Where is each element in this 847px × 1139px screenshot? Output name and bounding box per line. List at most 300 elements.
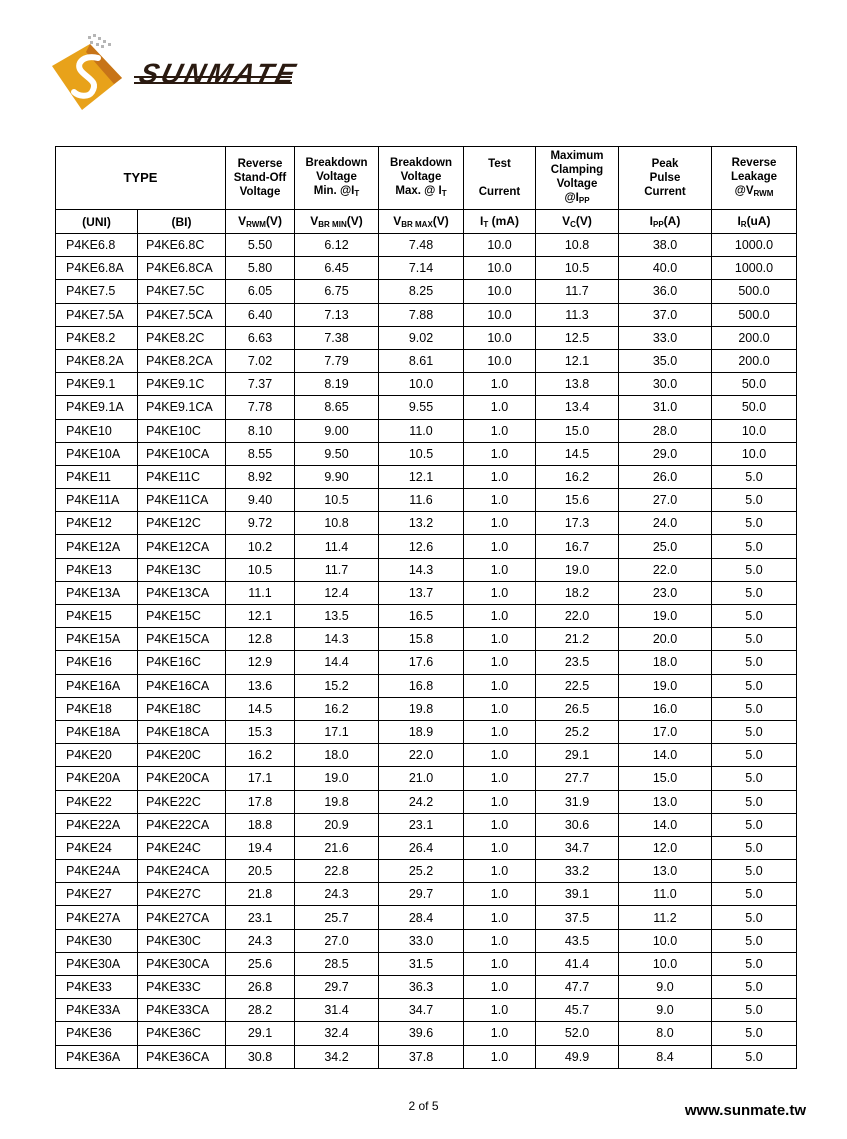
value-cell: 35.0 bbox=[619, 349, 712, 372]
value-cell: 13.6 bbox=[226, 674, 295, 697]
value-cell: 5.80 bbox=[226, 257, 295, 280]
ir-unit: $I_R(uA)$ bbox=[712, 210, 797, 234]
table-row bbox=[56, 1045, 797, 1068]
uni-part-cell: P4KE8.2 bbox=[56, 326, 138, 349]
uni-part-cell: P4KE10 bbox=[56, 419, 138, 442]
value-cell: 17.8 bbox=[226, 790, 295, 813]
value-cell: 10.0 bbox=[464, 280, 536, 303]
value-cell: 8.61 bbox=[379, 349, 464, 372]
table-row bbox=[56, 883, 797, 906]
value-cell: 6.45 bbox=[295, 257, 379, 280]
value-cell: 10.5 bbox=[226, 558, 295, 581]
value-cell: 19.8 bbox=[379, 697, 464, 720]
value-cell: 25.0 bbox=[619, 535, 712, 558]
vbr-max-header: Breakdown Voltage Max. @ $I_T$ bbox=[379, 147, 464, 210]
value-cell: 5.0 bbox=[712, 952, 797, 975]
uni-part-cell: P4KE15 bbox=[56, 605, 138, 628]
table-row bbox=[56, 813, 797, 836]
value-cell: 1.0 bbox=[464, 836, 536, 859]
value-cell: 1.0 bbox=[464, 929, 536, 952]
bi-header: (BI) bbox=[138, 210, 226, 234]
value-cell: 12.0 bbox=[619, 836, 712, 859]
value-cell: 1.0 bbox=[464, 581, 536, 604]
value-cell: 23.0 bbox=[619, 581, 712, 604]
table-row bbox=[56, 558, 797, 581]
value-cell: 5.0 bbox=[712, 976, 797, 999]
uni-part-cell: P4KE11 bbox=[56, 465, 138, 488]
bi-part-cell: P4KE15CA bbox=[138, 628, 226, 651]
table-row bbox=[56, 674, 797, 697]
value-cell: 39.6 bbox=[379, 1022, 464, 1045]
value-cell: 18.2 bbox=[536, 581, 619, 604]
value-cell: 29.7 bbox=[295, 976, 379, 999]
website-url: www.sunmate.tw bbox=[684, 1102, 806, 1119]
value-cell: 13.0 bbox=[619, 790, 712, 813]
value-cell: 7.14 bbox=[379, 257, 464, 280]
value-cell: 9.00 bbox=[295, 419, 379, 442]
value-cell: 5.0 bbox=[712, 628, 797, 651]
uni-part-cell: P4KE27 bbox=[56, 883, 138, 906]
leakage-header: Reverse Leakage $@V_{RWM}$ bbox=[712, 147, 797, 210]
value-cell: 5.0 bbox=[712, 581, 797, 604]
value-cell: 6.12 bbox=[295, 234, 379, 257]
header-row bbox=[56, 147, 797, 210]
value-cell: 1.0 bbox=[464, 674, 536, 697]
value-cell: 1.0 bbox=[464, 697, 536, 720]
value-cell: 18.0 bbox=[619, 651, 712, 674]
value-cell: 1.0 bbox=[464, 558, 536, 581]
value-cell: 52.0 bbox=[536, 1022, 619, 1045]
value-cell: 16.2 bbox=[536, 465, 619, 488]
value-cell: 1.0 bbox=[464, 976, 536, 999]
value-cell: 37.0 bbox=[619, 303, 712, 326]
uni-part-cell: P4KE20A bbox=[56, 767, 138, 790]
clamping-header: Maximum Clamping Voltage $@I_{PP}$ bbox=[536, 147, 619, 210]
test-current-header: Test Current bbox=[464, 147, 536, 210]
value-cell: 8.10 bbox=[226, 419, 295, 442]
value-cell: 1.0 bbox=[464, 651, 536, 674]
value-cell: 9.55 bbox=[379, 396, 464, 419]
value-cell: 15.3 bbox=[226, 720, 295, 743]
value-cell: 5.0 bbox=[712, 720, 797, 743]
value-cell: 30.8 bbox=[226, 1045, 295, 1068]
value-cell: 8.19 bbox=[295, 373, 379, 396]
value-cell: 40.0 bbox=[619, 257, 712, 280]
uni-part-cell: P4KE20 bbox=[56, 744, 138, 767]
bi-part-cell: P4KE16C bbox=[138, 651, 226, 674]
value-cell: 5.50 bbox=[226, 234, 295, 257]
value-cell: 47.7 bbox=[536, 976, 619, 999]
vrwm-header: Reverse Stand-Off Voltage bbox=[226, 147, 295, 210]
value-cell: 200.0 bbox=[712, 349, 797, 372]
value-cell: 1.0 bbox=[464, 720, 536, 743]
value-cell: 26.0 bbox=[619, 465, 712, 488]
bi-part-cell: P4KE33CA bbox=[138, 999, 226, 1022]
uni-part-cell: P4KE15A bbox=[56, 628, 138, 651]
table-row bbox=[56, 303, 797, 326]
value-cell: 12.9 bbox=[226, 651, 295, 674]
value-cell: 14.5 bbox=[536, 442, 619, 465]
value-cell: 15.0 bbox=[619, 767, 712, 790]
value-cell: 13.7 bbox=[379, 581, 464, 604]
bi-part-cell: P4KE27CA bbox=[138, 906, 226, 929]
value-cell: 27.0 bbox=[619, 489, 712, 512]
uni-part-cell: P4KE16A bbox=[56, 674, 138, 697]
value-cell: 10.0 bbox=[619, 952, 712, 975]
value-cell: 1.0 bbox=[464, 952, 536, 975]
value-cell: 5.0 bbox=[712, 999, 797, 1022]
value-cell: 15.8 bbox=[379, 628, 464, 651]
table-row bbox=[56, 257, 797, 280]
value-cell: 9.50 bbox=[295, 442, 379, 465]
uni-part-cell: P4KE12 bbox=[56, 512, 138, 535]
value-cell: 28.5 bbox=[295, 952, 379, 975]
value-cell: 5.0 bbox=[712, 651, 797, 674]
value-cell: 34.2 bbox=[295, 1045, 379, 1068]
table-row bbox=[56, 605, 797, 628]
peak-pulse-header: Peak Pulse Current bbox=[619, 147, 712, 210]
value-cell: 9.0 bbox=[619, 999, 712, 1022]
bi-part-cell: P4KE30C bbox=[138, 929, 226, 952]
value-cell: 8.92 bbox=[226, 465, 295, 488]
value-cell: 10.5 bbox=[536, 257, 619, 280]
bi-part-cell: P4KE33C bbox=[138, 976, 226, 999]
bi-part-cell: P4KE15C bbox=[138, 605, 226, 628]
value-cell: 14.3 bbox=[295, 628, 379, 651]
value-cell: 1.0 bbox=[464, 419, 536, 442]
bi-part-cell: P4KE27C bbox=[138, 883, 226, 906]
value-cell: 10.0 bbox=[712, 442, 797, 465]
value-cell: 11.0 bbox=[619, 883, 712, 906]
bi-part-cell: P4KE36C bbox=[138, 1022, 226, 1045]
value-cell: 1.0 bbox=[464, 605, 536, 628]
value-cell: 5.0 bbox=[712, 512, 797, 535]
value-cell: 16.5 bbox=[379, 605, 464, 628]
type-header: TYPE bbox=[56, 147, 226, 210]
uni-part-cell: P4KE7.5 bbox=[56, 280, 138, 303]
value-cell: 16.7 bbox=[536, 535, 619, 558]
value-cell: 10.0 bbox=[619, 929, 712, 952]
value-cell: 20.0 bbox=[619, 628, 712, 651]
bi-part-cell: P4KE9.1CA bbox=[138, 396, 226, 419]
uni-part-cell: P4KE6.8A bbox=[56, 257, 138, 280]
value-cell: 1.0 bbox=[464, 790, 536, 813]
table-row bbox=[56, 512, 797, 535]
uni-part-cell: P4KE22A bbox=[56, 813, 138, 836]
value-cell: 12.1 bbox=[226, 605, 295, 628]
table-row bbox=[56, 628, 797, 651]
value-cell: 50.0 bbox=[712, 373, 797, 396]
value-cell: 50.0 bbox=[712, 396, 797, 419]
value-cell: 16.0 bbox=[619, 697, 712, 720]
value-cell: 6.05 bbox=[226, 280, 295, 303]
value-cell: 39.1 bbox=[536, 883, 619, 906]
value-cell: 7.78 bbox=[226, 396, 295, 419]
value-cell: 12.4 bbox=[295, 581, 379, 604]
value-cell: 10.0 bbox=[464, 349, 536, 372]
table-row bbox=[56, 929, 797, 952]
value-cell: 8.4 bbox=[619, 1045, 712, 1068]
value-cell: 22.8 bbox=[295, 860, 379, 883]
value-cell: 25.6 bbox=[226, 952, 295, 975]
value-cell: 25.2 bbox=[536, 720, 619, 743]
value-cell: 11.0 bbox=[379, 419, 464, 442]
value-cell: 27.0 bbox=[295, 929, 379, 952]
value-cell: 1.0 bbox=[464, 465, 536, 488]
uni-part-cell: P4KE33A bbox=[56, 999, 138, 1022]
value-cell: 18.9 bbox=[379, 720, 464, 743]
value-cell: 5.0 bbox=[712, 605, 797, 628]
value-cell: 26.8 bbox=[226, 976, 295, 999]
value-cell: 10.5 bbox=[295, 489, 379, 512]
table-row bbox=[56, 720, 797, 743]
table-row bbox=[56, 836, 797, 859]
value-cell: 21.0 bbox=[379, 767, 464, 790]
value-cell: 5.0 bbox=[712, 558, 797, 581]
value-cell: 19.0 bbox=[536, 558, 619, 581]
value-cell: 22.0 bbox=[619, 558, 712, 581]
bi-part-cell: P4KE6.8CA bbox=[138, 257, 226, 280]
value-cell: 22.5 bbox=[536, 674, 619, 697]
value-cell: 1.0 bbox=[464, 860, 536, 883]
table-row bbox=[56, 767, 797, 790]
bi-part-cell: P4KE10C bbox=[138, 419, 226, 442]
bi-part-cell: P4KE36CA bbox=[138, 1045, 226, 1068]
value-cell: 11.7 bbox=[295, 558, 379, 581]
table-row bbox=[56, 326, 797, 349]
value-cell: 5.0 bbox=[712, 744, 797, 767]
value-cell: 17.6 bbox=[379, 651, 464, 674]
value-cell: 24.0 bbox=[619, 512, 712, 535]
value-cell: 11.6 bbox=[379, 489, 464, 512]
value-cell: 28.2 bbox=[226, 999, 295, 1022]
value-cell: 29.7 bbox=[379, 883, 464, 906]
value-cell: 6.75 bbox=[295, 280, 379, 303]
value-cell: 11.2 bbox=[619, 906, 712, 929]
bi-part-cell: P4KE12CA bbox=[138, 535, 226, 558]
value-cell: 12.6 bbox=[379, 535, 464, 558]
bi-part-cell: P4KE11C bbox=[138, 465, 226, 488]
uni-part-cell: P4KE24A bbox=[56, 860, 138, 883]
value-cell: 1000.0 bbox=[712, 234, 797, 257]
value-cell: 31.4 bbox=[295, 999, 379, 1022]
value-cell: 24.3 bbox=[295, 883, 379, 906]
table-row bbox=[56, 651, 797, 674]
value-cell: 17.0 bbox=[619, 720, 712, 743]
value-cell: 9.90 bbox=[295, 465, 379, 488]
value-cell: 1.0 bbox=[464, 628, 536, 651]
bi-part-cell: P4KE12C bbox=[138, 512, 226, 535]
bi-part-cell: P4KE7.5CA bbox=[138, 303, 226, 326]
value-cell: 13.8 bbox=[536, 373, 619, 396]
value-cell: 5.0 bbox=[712, 489, 797, 512]
uni-part-cell: P4KE9.1 bbox=[56, 373, 138, 396]
uni-part-cell: P4KE18 bbox=[56, 697, 138, 720]
table-row bbox=[56, 999, 797, 1022]
uni-part-cell: P4KE30 bbox=[56, 929, 138, 952]
vbr-min-header: Breakdown Voltage Min. $@I_T$ bbox=[295, 147, 379, 210]
value-cell: 37.5 bbox=[536, 906, 619, 929]
value-cell: 43.5 bbox=[536, 929, 619, 952]
value-cell: 17.3 bbox=[536, 512, 619, 535]
value-cell: 12.1 bbox=[379, 465, 464, 488]
table-row bbox=[56, 442, 797, 465]
value-cell: 13.0 bbox=[619, 860, 712, 883]
uni-part-cell: P4KE13 bbox=[56, 558, 138, 581]
value-cell: 14.4 bbox=[295, 651, 379, 674]
table-row bbox=[56, 744, 797, 767]
vbr-max-unit: $V_{BR MAX}(V)$ bbox=[379, 210, 464, 234]
table-row bbox=[56, 976, 797, 999]
value-cell: 16.8 bbox=[379, 674, 464, 697]
uni-part-cell: P4KE36 bbox=[56, 1022, 138, 1045]
value-cell: 5.0 bbox=[712, 813, 797, 836]
bi-part-cell: P4KE24C bbox=[138, 836, 226, 859]
value-cell: 1.0 bbox=[464, 373, 536, 396]
table-row bbox=[56, 373, 797, 396]
uni-part-cell: P4KE27A bbox=[56, 906, 138, 929]
value-cell: 5.0 bbox=[712, 465, 797, 488]
value-cell: 32.4 bbox=[295, 1022, 379, 1045]
table-row bbox=[56, 860, 797, 883]
value-cell: 500.0 bbox=[712, 280, 797, 303]
value-cell: 14.0 bbox=[619, 813, 712, 836]
value-cell: 7.88 bbox=[379, 303, 464, 326]
value-cell: 5.0 bbox=[712, 674, 797, 697]
table-row bbox=[56, 1022, 797, 1045]
uni-part-cell: P4KE36A bbox=[56, 1045, 138, 1068]
table-row bbox=[56, 419, 797, 442]
uni-part-cell: P4KE33 bbox=[56, 976, 138, 999]
value-cell: 14.5 bbox=[226, 697, 295, 720]
value-cell: 29.1 bbox=[226, 1022, 295, 1045]
value-cell: 8.55 bbox=[226, 442, 295, 465]
value-cell: 1.0 bbox=[464, 489, 536, 512]
value-cell: 33.0 bbox=[619, 326, 712, 349]
value-cell: 1.0 bbox=[464, 1045, 536, 1068]
value-cell: 24.3 bbox=[226, 929, 295, 952]
value-cell: 1.0 bbox=[464, 767, 536, 790]
uni-part-cell: P4KE13A bbox=[56, 581, 138, 604]
value-cell: 1.0 bbox=[464, 442, 536, 465]
value-cell: 5.0 bbox=[712, 697, 797, 720]
value-cell: 10.8 bbox=[536, 234, 619, 257]
value-cell: 25.2 bbox=[379, 860, 464, 883]
bi-part-cell: P4KE20CA bbox=[138, 767, 226, 790]
value-cell: 23.1 bbox=[379, 813, 464, 836]
value-cell: 17.1 bbox=[295, 720, 379, 743]
value-cell: 5.0 bbox=[712, 883, 797, 906]
value-cell: 11.1 bbox=[226, 581, 295, 604]
value-cell: 20.5 bbox=[226, 860, 295, 883]
value-cell: 22.0 bbox=[379, 744, 464, 767]
value-cell: 5.0 bbox=[712, 929, 797, 952]
bi-part-cell: P4KE10CA bbox=[138, 442, 226, 465]
value-cell: 31.9 bbox=[536, 790, 619, 813]
value-cell: 10.8 bbox=[295, 512, 379, 535]
table-row bbox=[56, 465, 797, 488]
bi-part-cell: P4KE11CA bbox=[138, 489, 226, 512]
value-cell: 12.5 bbox=[536, 326, 619, 349]
value-cell: 13.5 bbox=[295, 605, 379, 628]
value-cell: 38.0 bbox=[619, 234, 712, 257]
value-cell: 7.37 bbox=[226, 373, 295, 396]
bi-part-cell: P4KE30CA bbox=[138, 952, 226, 975]
bi-part-cell: P4KE6.8C bbox=[138, 234, 226, 257]
value-cell: 9.0 bbox=[619, 976, 712, 999]
vrwm-unit: $V_{RWM}(V)$ bbox=[226, 210, 295, 234]
value-cell: 49.9 bbox=[536, 1045, 619, 1068]
value-cell: 9.02 bbox=[379, 326, 464, 349]
uni-part-cell: P4KE30A bbox=[56, 952, 138, 975]
value-cell: 26.5 bbox=[536, 697, 619, 720]
value-cell: 41.4 bbox=[536, 952, 619, 975]
unit-row bbox=[56, 210, 797, 234]
uni-part-cell: P4KE10A bbox=[56, 442, 138, 465]
uni-part-cell: P4KE22 bbox=[56, 790, 138, 813]
table-row bbox=[56, 280, 797, 303]
value-cell: 8.65 bbox=[295, 396, 379, 419]
value-cell: 33.0 bbox=[379, 929, 464, 952]
value-cell: 18.0 bbox=[295, 744, 379, 767]
value-cell: 15.6 bbox=[536, 489, 619, 512]
value-cell: 21.6 bbox=[295, 836, 379, 859]
value-cell: 19.0 bbox=[619, 674, 712, 697]
value-cell: 1.0 bbox=[464, 906, 536, 929]
uni-part-cell: P4KE8.2A bbox=[56, 349, 138, 372]
value-cell: 17.1 bbox=[226, 767, 295, 790]
table-row bbox=[56, 790, 797, 813]
spec-table bbox=[55, 146, 797, 1069]
value-cell: 16.2 bbox=[226, 744, 295, 767]
value-cell: 9.40 bbox=[226, 489, 295, 512]
table-row bbox=[56, 952, 797, 975]
value-cell: 7.79 bbox=[295, 349, 379, 372]
value-cell: 28.0 bbox=[619, 419, 712, 442]
value-cell: 1.0 bbox=[464, 883, 536, 906]
value-cell: 15.0 bbox=[536, 419, 619, 442]
value-cell: 9.72 bbox=[226, 512, 295, 535]
ipp-unit: $I_{PP}(A)$ bbox=[619, 210, 712, 234]
bi-part-cell: P4KE8.2C bbox=[138, 326, 226, 349]
value-cell: 1000.0 bbox=[712, 257, 797, 280]
value-cell: 6.63 bbox=[226, 326, 295, 349]
value-cell: 27.7 bbox=[536, 767, 619, 790]
value-cell: 45.7 bbox=[536, 999, 619, 1022]
value-cell: 5.0 bbox=[712, 1045, 797, 1068]
value-cell: 12.8 bbox=[226, 628, 295, 651]
value-cell: 12.1 bbox=[536, 349, 619, 372]
spec-table-body bbox=[56, 234, 797, 1069]
uni-part-cell: P4KE12A bbox=[56, 535, 138, 558]
value-cell: 10.0 bbox=[712, 419, 797, 442]
value-cell: 200.0 bbox=[712, 326, 797, 349]
value-cell: 30.0 bbox=[619, 373, 712, 396]
value-cell: 7.38 bbox=[295, 326, 379, 349]
value-cell: 16.2 bbox=[295, 697, 379, 720]
value-cell: 7.02 bbox=[226, 349, 295, 372]
value-cell: 21.8 bbox=[226, 883, 295, 906]
bi-part-cell: P4KE18C bbox=[138, 697, 226, 720]
value-cell: 10.0 bbox=[464, 234, 536, 257]
value-cell: 5.0 bbox=[712, 535, 797, 558]
value-cell: 1.0 bbox=[464, 535, 536, 558]
sunmate-logo bbox=[48, 30, 302, 115]
value-cell: 18.8 bbox=[226, 813, 295, 836]
bi-part-cell: P4KE18CA bbox=[138, 720, 226, 743]
value-cell: 36.3 bbox=[379, 976, 464, 999]
value-cell: 1.0 bbox=[464, 999, 536, 1022]
